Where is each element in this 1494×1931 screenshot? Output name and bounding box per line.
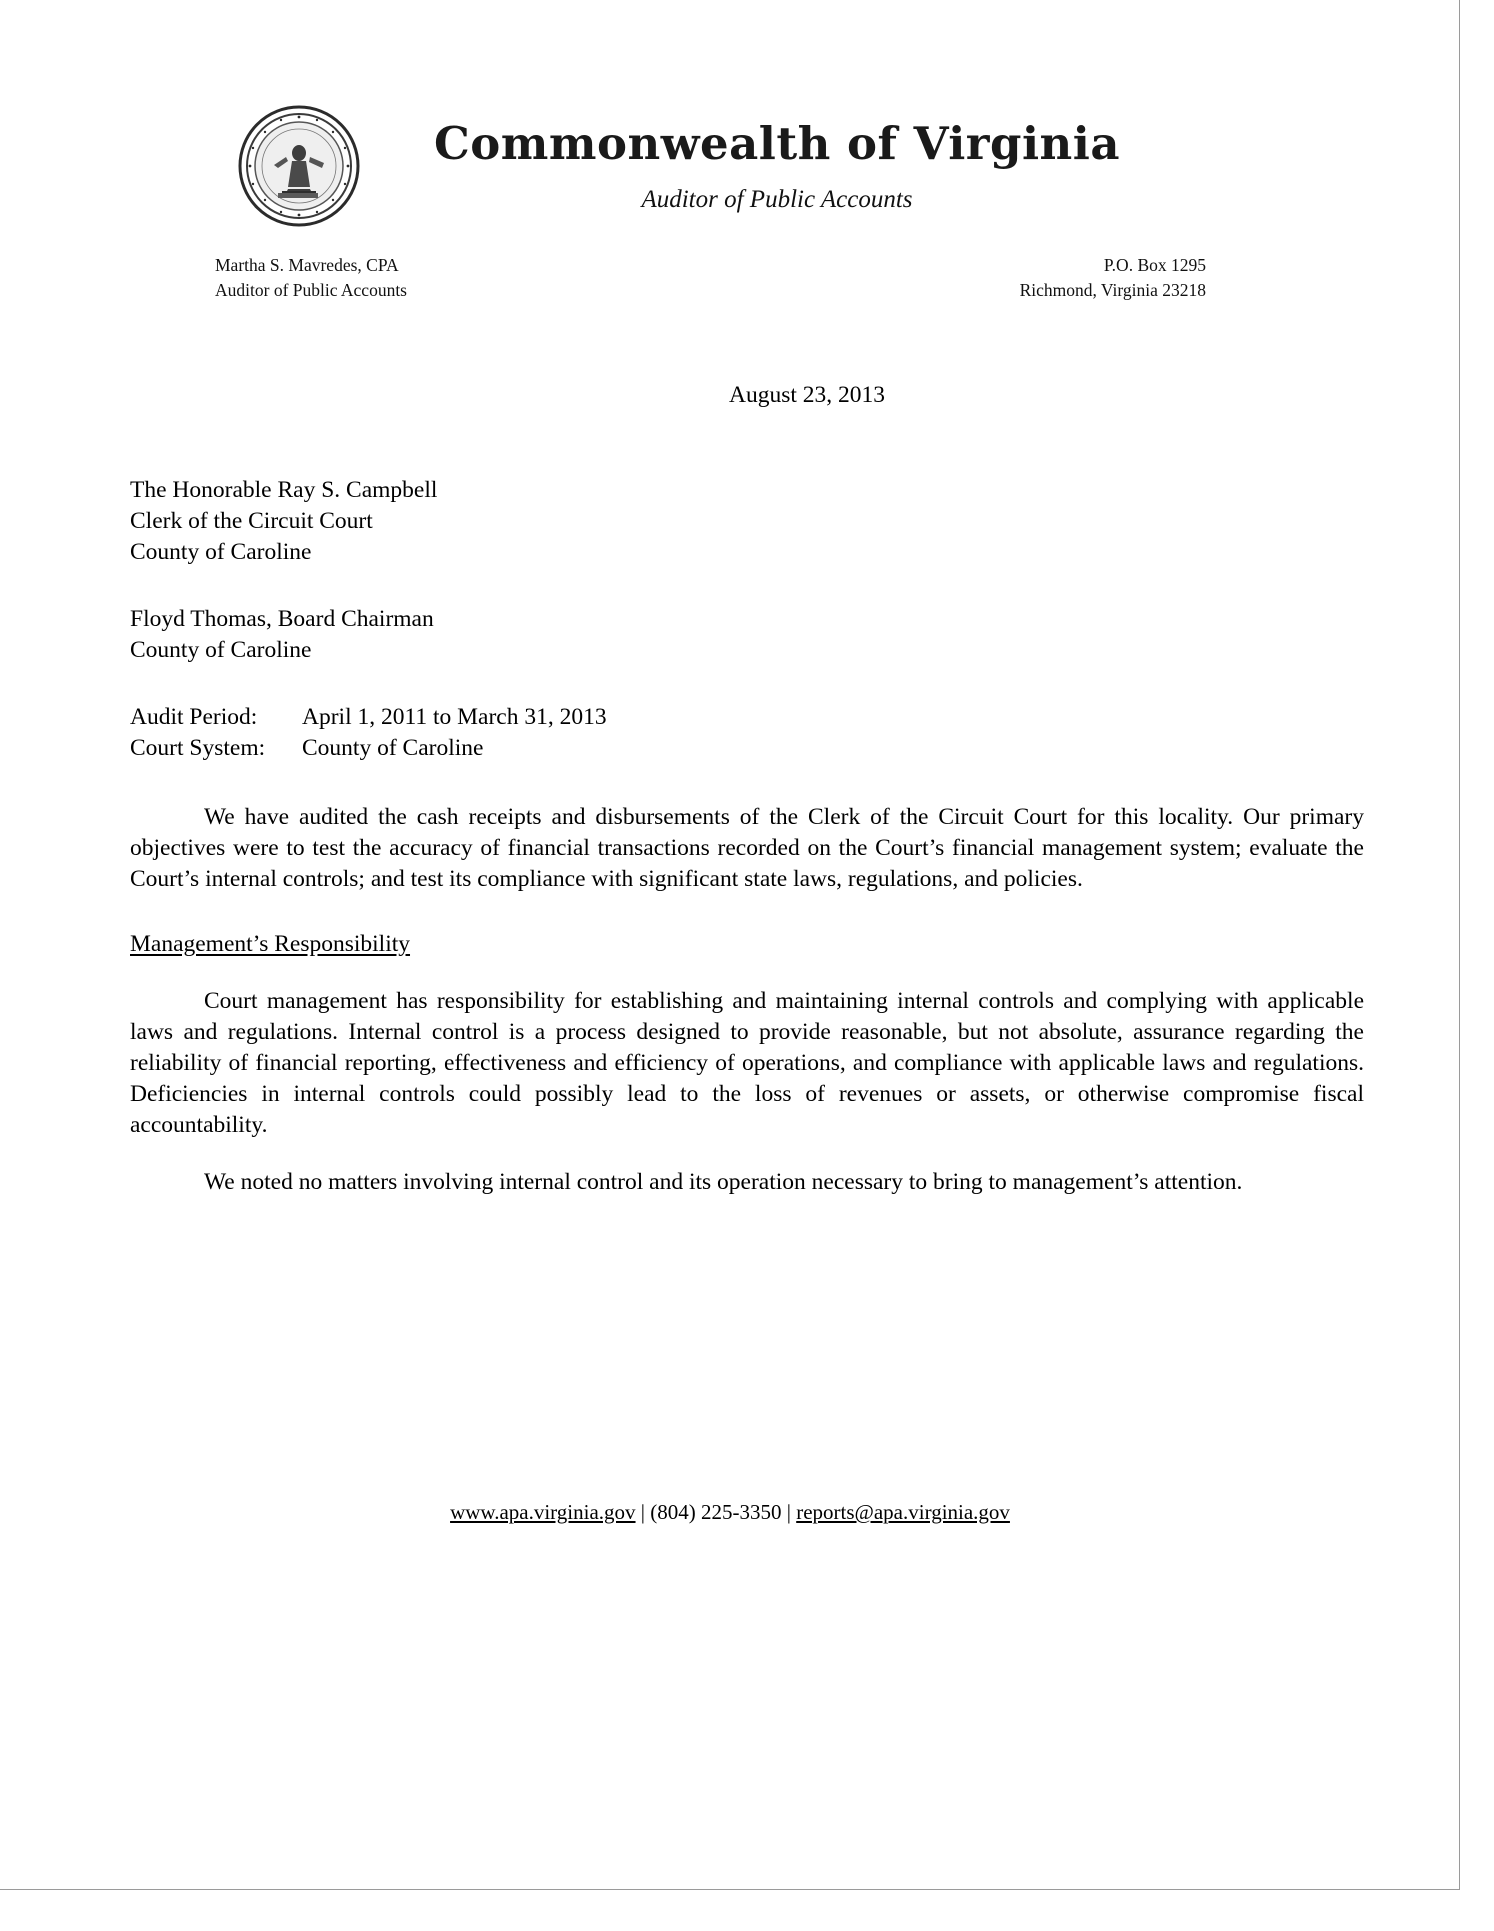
officer-block	[215, 253, 407, 304]
intro-paragraph: We have audited the cash receipts and disbursements of the Clerk of the Circuit Court for this locality. Our primary objectives were to test the accuracy of financial transactions recorded on the Court’s financial management system; evaluate the Court’s internal controls; and test its compliance with significant state laws, regulations, and policies.	[130, 804, 1364, 893]
letterhead	[130, 95, 1364, 310]
recipient-block-secondary	[130, 604, 1364, 666]
officer-name: Martha S. Mavredes, CPA	[215, 255, 399, 275]
recipient2-locality: County of Caroline	[130, 637, 312, 664]
email-link[interactable]: reports@apa.virginia.gov	[796, 1500, 1010, 1524]
audit-period-row	[130, 702, 1364, 733]
recipient-block-primary	[130, 475, 1364, 568]
auditor-subtitle: Auditor of Public Accounts	[641, 186, 913, 213]
page-footer	[0, 1500, 1460, 1525]
court-system-label: Court System:	[130, 735, 266, 762]
letter-date: August 23, 2013	[728, 382, 886, 408]
officer-title: Auditor of Public Accounts	[215, 280, 407, 301]
court-system-row	[130, 733, 1364, 764]
page-content	[130, 95, 1364, 1198]
audit-metadata	[130, 702, 1364, 764]
audit-period-label: Audit Period:	[130, 704, 258, 731]
recipient2-name: Floyd Thomas, Board Chairman	[130, 606, 434, 633]
address-line-1: P.O. Box 1295	[1103, 255, 1206, 275]
court-system-value: County of Caroline	[302, 735, 484, 762]
letter-body	[130, 380, 1364, 1198]
responsibility-paragraph: Court management has responsibility for establishing and maintaining internal controls and complying with applicable laws and regulations. Internal control is a process designed to provide reasonable, but not absolute, assurance regarding the reliability of financial reporting, effectiveness and efficiency of operations, and compliance with applicable laws and regulations. Deficiencies in internal controls could possibly lead to the loss of revenues or assets, or otherwise compromise fiscal accountability.	[130, 988, 1364, 1139]
website-link[interactable]: www.apa.virginia.gov	[450, 1500, 636, 1524]
commonwealth-title: Commonwealth of Virginia	[433, 117, 1121, 170]
recipient-name: The Honorable Ray S. Campbell	[130, 477, 438, 504]
footer-separator-1: |	[635, 1500, 651, 1524]
address-line-2: Richmond, Virginia 23218	[1019, 280, 1206, 301]
section-heading-management-responsibility: Management’s Responsibility	[130, 931, 411, 958]
findings-paragraph: We noted no matters involving internal control and its operation necessary to bring to management’s attention.	[204, 1169, 1243, 1196]
mailing-address-block	[1020, 253, 1206, 304]
footer-separator-2: |	[781, 1500, 797, 1524]
recipient-title: Clerk of the Circuit Court	[130, 508, 373, 535]
recipient-locality: County of Caroline	[130, 539, 312, 566]
audit-period-value: April 1, 2011 to March 31, 2013	[302, 704, 607, 731]
virginia-state-seal-icon	[238, 105, 360, 227]
phone-number: (804) 225-3350	[650, 1500, 782, 1524]
